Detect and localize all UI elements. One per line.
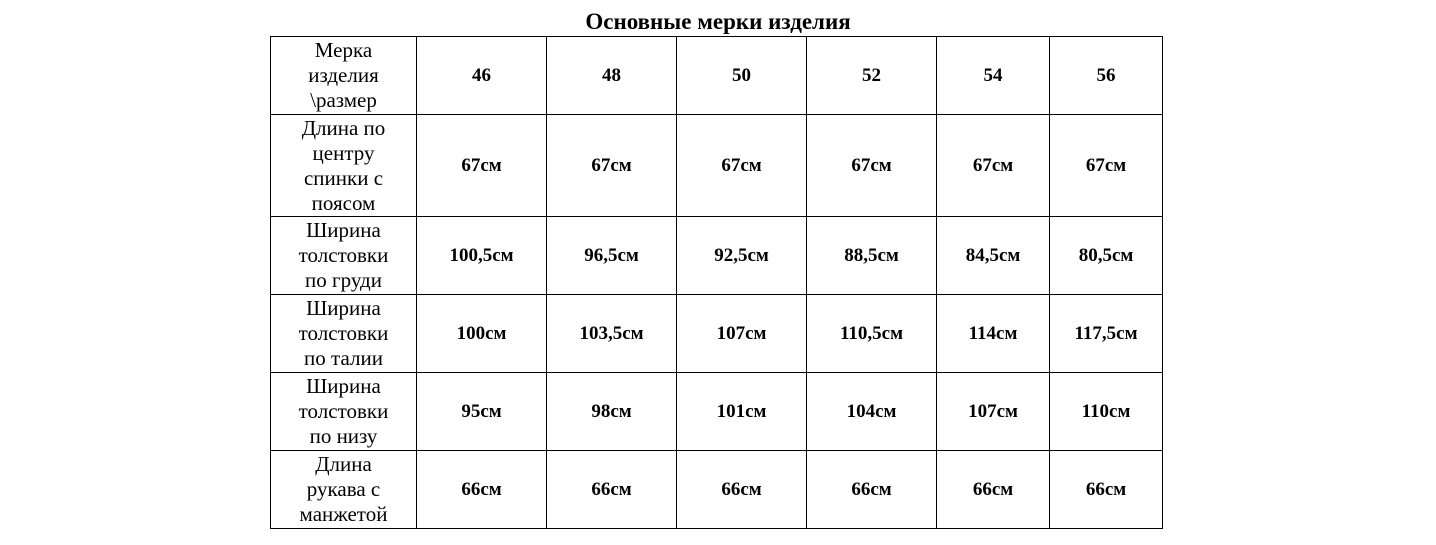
value-cell: 107см <box>937 373 1050 451</box>
table-header-row <box>271 37 1163 115</box>
value-cell: 98см <box>547 373 677 451</box>
row-label-line: поясом <box>311 190 376 215</box>
row-label-line: центру <box>312 140 375 165</box>
size-header-cell: 48 <box>547 37 677 115</box>
row-label-line: спинки с <box>303 165 384 190</box>
value-cell: 66см <box>677 451 807 529</box>
corner-label-line: изделия <box>308 63 379 87</box>
value-cell: 67см <box>807 115 937 217</box>
size-header-cell: 54 <box>937 37 1050 115</box>
value-cell: 67см <box>417 115 547 217</box>
row-label-cell <box>271 295 417 373</box>
row-label-cell <box>271 373 417 451</box>
row-label-line: по груди <box>305 268 382 292</box>
value-cell: 66см <box>547 451 677 529</box>
value-cell: 67см <box>547 115 677 217</box>
value-cell: 96,5см <box>547 217 677 295</box>
value-cell: 80,5см <box>1050 217 1163 295</box>
row-label-cell <box>271 451 417 529</box>
row-label-line: толстовки <box>298 321 389 345</box>
table-row <box>271 115 1163 217</box>
value-cell: 67см <box>677 115 807 217</box>
value-cell: 66см <box>417 451 547 529</box>
value-cell: 84,5см <box>937 217 1050 295</box>
value-cell: 66см <box>1050 451 1163 529</box>
value-cell: 100,5см <box>417 217 547 295</box>
row-label-cell <box>271 115 417 217</box>
value-cell: 107см <box>677 295 807 373</box>
row-label-line: толстовки <box>298 399 389 423</box>
row-label-line: манжетой <box>299 502 388 526</box>
table-row <box>271 451 1163 529</box>
row-label-line: Длина <box>315 452 372 476</box>
value-cell: 66см <box>807 451 937 529</box>
size-header-cell: 46 <box>417 37 547 115</box>
row-label-line: по талии <box>304 346 383 370</box>
value-cell: 66см <box>937 451 1050 529</box>
row-label-line: Ширина <box>306 374 381 398</box>
value-cell: 88,5см <box>807 217 937 295</box>
page-title: Основные мерки изделия <box>585 9 851 34</box>
value-cell: 67см <box>937 115 1050 217</box>
row-label-line: рукава с <box>306 477 381 501</box>
size-header-cell: 56 <box>1050 37 1163 115</box>
value-cell: 92,5см <box>677 217 807 295</box>
value-cell: 110см <box>1050 373 1163 451</box>
corner-label-line: \размер <box>310 88 377 112</box>
row-label-line: Ширина <box>306 296 381 320</box>
value-cell: 95см <box>417 373 547 451</box>
value-cell: 114см <box>937 295 1050 373</box>
value-cell: 117,5см <box>1050 295 1163 373</box>
row-label-line: по низу <box>309 424 378 448</box>
value-cell: 100см <box>417 295 547 373</box>
row-label-line: толстовки <box>298 243 389 267</box>
table-row <box>271 373 1163 451</box>
table-row <box>271 295 1163 373</box>
value-cell: 67см <box>1050 115 1163 217</box>
size-header-cell: 52 <box>807 37 937 115</box>
table-row <box>271 217 1163 295</box>
value-cell: 101см <box>677 373 807 451</box>
value-cell: 104см <box>807 373 937 451</box>
value-cell: 103,5см <box>547 295 677 373</box>
measurements-table <box>270 36 1163 529</box>
value-cell: 110,5см <box>807 295 937 373</box>
row-label-line: Длина по <box>301 115 386 140</box>
corner-header-cell <box>271 37 417 115</box>
corner-label-line: Мерка <box>314 38 373 62</box>
size-header-cell: 50 <box>677 37 807 115</box>
row-label-line: Ширина <box>306 218 381 242</box>
row-label-cell <box>271 217 417 295</box>
